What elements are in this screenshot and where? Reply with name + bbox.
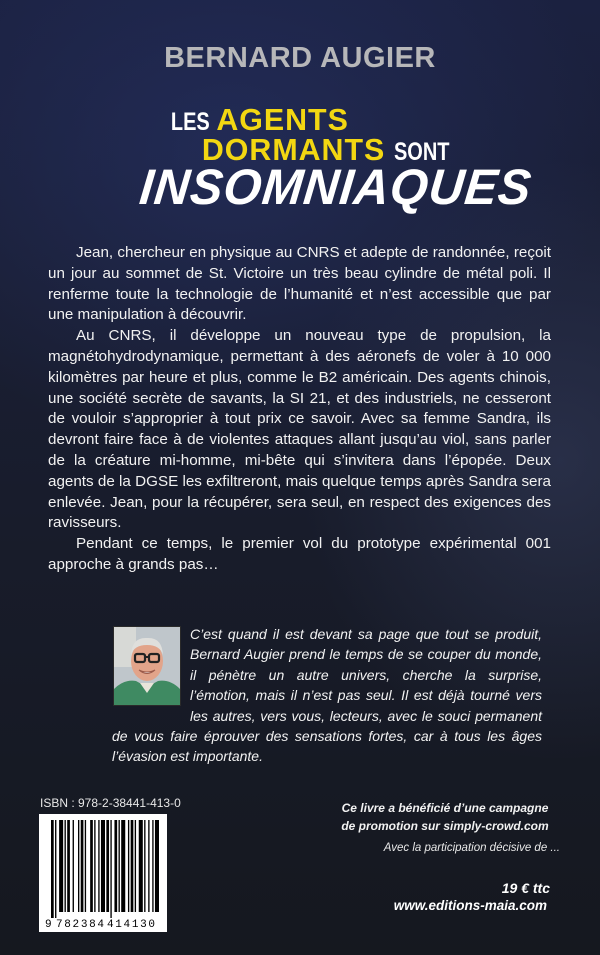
barcode-left-digits: 782384 (56, 919, 104, 931)
participation-note: Avec la participation décisive de ... (383, 842, 560, 854)
author-bio-text: C’est quand il est devant sa page que tout se produit, Bernard Augier prend le temps de se couper du monde, il pénètre un autre univers, cherche la surprise, l’émotion, mais il n’est pas seul. Il est déjà tourné vers les autres, vers vous, lecteurs, avec le souci permanent de vous faire éprouver des sensations fortes, car à tous les âges l’évasion est importante. (112, 626, 542, 765)
author-name: BERNARD AUGIER (164, 42, 436, 74)
barcode-bar (152, 820, 153, 912)
barcode-first-digit: 9 (45, 919, 52, 931)
barcode-bar (121, 820, 125, 912)
barcode-bar (98, 820, 99, 912)
promotion-line-2: de promotion sur simply-crowd.com (341, 818, 549, 833)
barcode-bar (78, 820, 79, 912)
barcode-bar (73, 820, 74, 912)
promotion-line-1: Ce livre a bénéficié d’une campagne (341, 801, 549, 815)
isbn-label: ISBN : 978-2-38441-413-0 (40, 796, 181, 810)
synopsis-paragraph: Au CNRS, il développe un nouveau type de propulsion, la magnétohydrodynamique, permettant à des aéronefs de voler à 10 000 kilomètres par heure et plus, comme le B2 américain. Des agents chinois, une société secrète de savants, la SI 21, et des industriels, ne cesseront de vouloir s’approprier à tout prix ce savoir. Avec sa femme Sandra, ils devront faire face à de violentes attaques allant jusqu’au viol, sans parler de la créature mi-homme, mi-bête qui s’invitera dans l’épopée. Deux agents de la DGSE les exfiltreront, mais quelque temps après Sandra sera enlevée. Jean, pour la récupérer, sera seul, en respect des exigences des ravisseurs. (48, 327, 551, 532)
barcode-bar (94, 820, 95, 912)
title-word-agents: AGENTS (215, 102, 349, 137)
title-prefix: LES (170, 108, 210, 136)
barcode-bar (148, 820, 149, 912)
synopsis-paragraph: Jean, chercheur en physique au CNRS et adepte de randonnée, reçoit un jour au sommet de St. Victoire un très beau cylindre de métal poli. Il renferme toute la technologie de l’humanité et n’est accessible que par une manipulation à découvrir. (48, 244, 551, 324)
barcode-bar (85, 820, 86, 912)
barcode-image (39, 814, 167, 932)
barcode-bar (139, 820, 143, 912)
author-bio (112, 624, 542, 767)
barcode-bar (101, 820, 105, 912)
barcode-bar (90, 820, 93, 912)
barcode-bar (55, 820, 56, 918)
barcode-bar (106, 820, 109, 912)
barcode-bar (131, 820, 134, 912)
synopsis-paragraph: Pendant ce temps, le premier vol du prototype expérimental 001 approche à grands pas… (48, 535, 551, 573)
barcode-bar (128, 820, 129, 912)
barcode-bar (119, 820, 120, 912)
barcode-bar (110, 820, 111, 918)
price: 19 € ttc (501, 880, 550, 896)
barcode-bar (114, 820, 117, 912)
barcode-bar (144, 820, 145, 912)
title-suffix: SONT (394, 138, 450, 166)
title-word-dormants: DORMANTS (201, 132, 386, 167)
barcode-bar (81, 820, 84, 912)
barcode (39, 814, 167, 932)
barcode-bar (155, 820, 159, 912)
promotion-notice (340, 800, 550, 835)
barcode-bar (65, 820, 66, 912)
title-line-3 (134, 158, 538, 216)
barcode-right-digits: 414130 (107, 919, 155, 931)
barcode-bar (67, 820, 70, 912)
title-word-insomniaques: INSOMNIAQUES (137, 159, 535, 215)
barcode-bar (135, 820, 136, 912)
synopsis (48, 243, 551, 576)
barcode-bar (51, 820, 54, 918)
publisher-website: www.editions-maia.com (393, 898, 547, 913)
barcode-bar (59, 820, 63, 912)
